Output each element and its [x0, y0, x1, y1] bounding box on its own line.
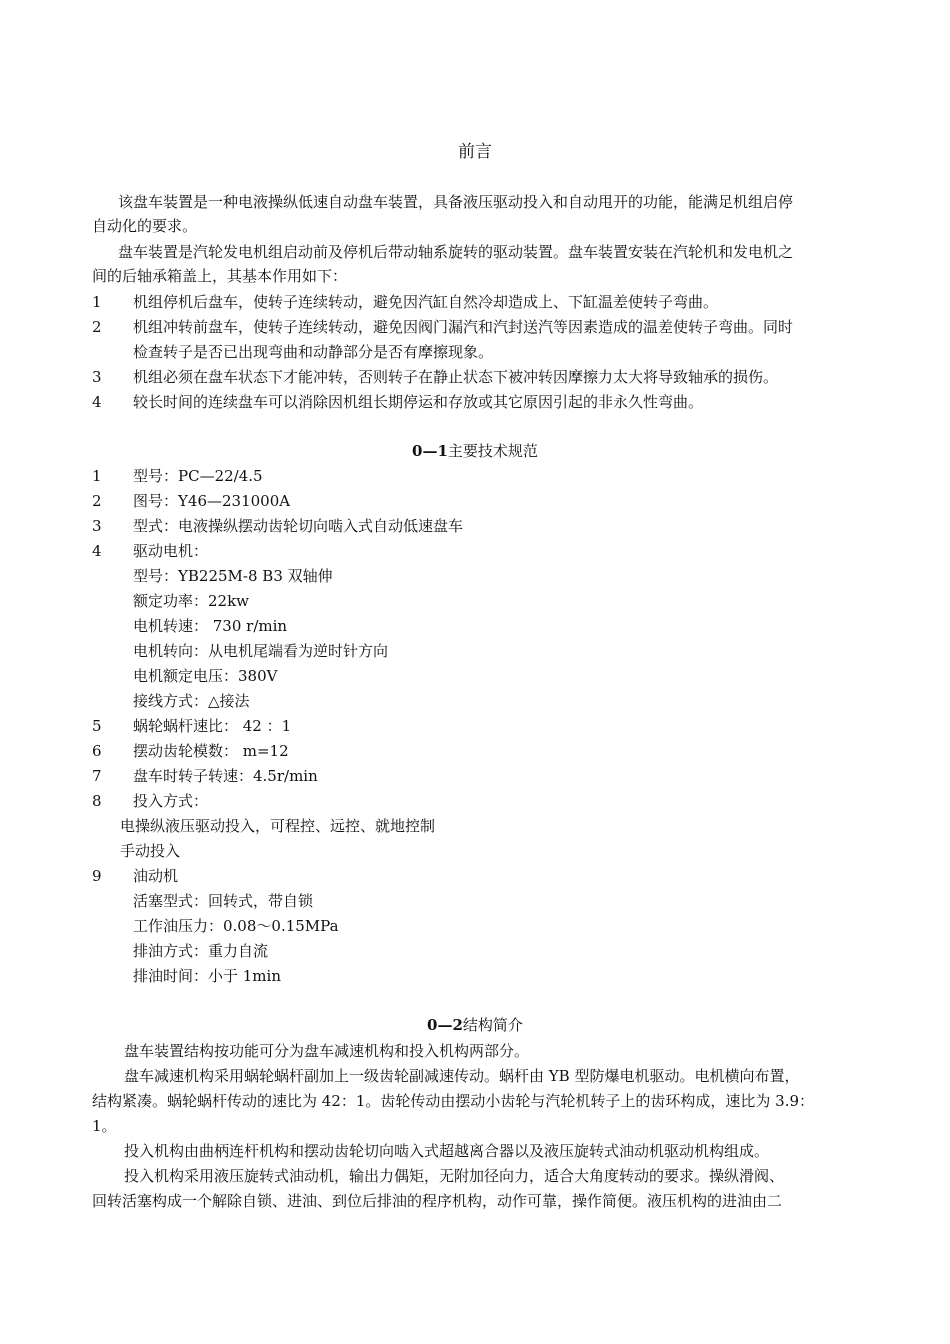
spec-item-worm-ratio: 蜗轮蜗杆速比： 42 ：1: [133, 717, 292, 735]
preface-paragraph-1-line-1: 该盘车装置是一种电液操纵低速自动盘车装置，具备液压驱动投入和自动甩开的功能，能满足机组启停: [118, 193, 794, 211]
spec-item-model: 型号：PC—22/4.5: [133, 467, 263, 485]
servo-drain-time: 排油时间：小于 1min: [133, 967, 281, 985]
motor-speed: 电机转速： 730 r/min: [133, 617, 288, 635]
spec-item-number: 5: [92, 717, 102, 735]
spec-item-number: 6: [92, 742, 102, 760]
structure-heading-number: 0—2: [427, 1016, 463, 1034]
structure-heading: [0, 1016, 950, 1035]
list-item-number: 2: [92, 318, 102, 336]
list-item-number: 4: [92, 393, 102, 411]
servo-drain-method: 排油方式：重力自流: [133, 942, 269, 960]
list-item-text: 机组停机后盘车，使转子连续转动，避免因汽缸自然冷却造成上、下缸温差使转子弯曲。: [133, 293, 719, 311]
motor-direction: 电机转向：从电机尾端看为逆时针方向: [133, 642, 389, 660]
preface-paragraph-2-line-2: 间的后轴承箱盖上，其基本作用如下：: [92, 267, 348, 285]
preface-paragraph-1-line-2: 自动化的要求。: [92, 217, 198, 235]
spec-heading-number: 0—1: [412, 442, 448, 460]
structure-heading-text: 结构简介: [462, 1016, 523, 1034]
list-item-number: 1: [92, 293, 102, 311]
structure-paragraph-1: 盘车装置结构按功能可分为盘车减速机构和投入机构两部分。: [124, 1042, 530, 1060]
servo-piston-type: 活塞型式：回转式，带自锁: [133, 892, 314, 910]
motor-wiring: 接线方式：△接法: [133, 692, 250, 710]
spec-item-number: 4: [92, 542, 102, 560]
motor-power: 额定功率：22kw: [133, 592, 250, 610]
structure-paragraph-3: 投入机构由曲柄连杆机构和摆动齿轮切向啮入式超越离合器以及液压旋转式油动机驱动机构组成。: [124, 1142, 770, 1160]
list-item-text-continued: 检查转子是否已出现弯曲和动静部分是否有摩擦现象。: [133, 343, 494, 361]
spec-item-engage-method: 投入方式：: [133, 792, 209, 810]
servo-oil-pressure: 工作油压力：0.08～0.15MPa: [133, 917, 339, 935]
spec-item-type: 型式：电液操纵摆动齿轮切向啮入式自动低速盘车: [133, 517, 464, 535]
list-item-number: 3: [92, 368, 102, 386]
list-item-text: 机组必须在盘车状态下才能冲转，否则转子在静止状态下被冲转因摩擦力太大将导致轴承的损伤。: [133, 368, 779, 386]
spec-heading: [0, 442, 950, 461]
motor-model: 型号：YB225M-8 B3 双轴伸: [133, 567, 333, 585]
spec-item-motor: 驱动电机：: [133, 542, 209, 560]
spec-item-drawing-no: 图号：Y46—231000A: [133, 492, 291, 510]
structure-paragraph-4-line-2: 回转活塞构成一个解除自锁、进油、到位后排油的程序机构，动作可靠，操作简便。液压机构的进油由二: [92, 1192, 783, 1210]
preface-paragraph-2-line-1: 盘车装置是汽轮发电机组启动前及停机后带动轴系旋转的驱动装置。盘车装置安装在汽轮机和发电机之: [118, 243, 794, 261]
spec-item-servomotor: 油动机: [133, 867, 179, 885]
spec-item-number: 3: [92, 517, 102, 535]
motor-voltage: 电机额定电压：380V: [133, 667, 278, 685]
list-item-text: 机组冲转前盘车，使转子连续转动，避免因阀门漏汽和汽封送汽等因素造成的温差使转子弯曲。同时: [133, 318, 794, 336]
spec-item-rotor-speed: 盘车时转子转速：4.5r/min: [133, 767, 318, 785]
spec-item-number: 9: [92, 867, 102, 885]
spec-item-number: 8: [92, 792, 102, 810]
preface-title: 前言: [458, 142, 492, 162]
structure-paragraph-2-line-3: 1。: [92, 1117, 117, 1135]
structure-paragraph-2-line-1: 盘车减速机构采用蜗轮蜗杆副加上一级齿轮副减速传动。蜗杆由 YB 型防爆电机驱动。电机横向布置，: [124, 1067, 800, 1085]
spec-item-number: 1: [92, 467, 102, 485]
spec-heading-text: 主要技术规范: [447, 442, 538, 460]
spec-item-number: 7: [92, 767, 102, 785]
engage-manual: 手动投入: [120, 842, 181, 860]
structure-paragraph-4-line-1: 投入机构采用液压旋转式油动机，输出力偶矩，无附加径向力，适合大角度转动的要求。操纵滑阀、: [124, 1167, 785, 1185]
spec-item-number: 2: [92, 492, 102, 510]
spec-item-gear-module: 摆动齿轮模数： m=12: [133, 742, 289, 760]
engage-electric: 电操纵液压驱动投入，可程控、远控、就地控制: [120, 817, 436, 835]
structure-paragraph-2-line-2: 结构紧凑。蜗轮蜗杆传动的速比为 42：1。齿轮传动由摆动小齿轮与汽轮机转子上的齿环构成，速比为 3.9：: [92, 1092, 815, 1110]
list-item-text: 较长时间的连续盘车可以消除因机组长期停运和存放或其它原因引起的非永久性弯曲。: [133, 393, 704, 411]
